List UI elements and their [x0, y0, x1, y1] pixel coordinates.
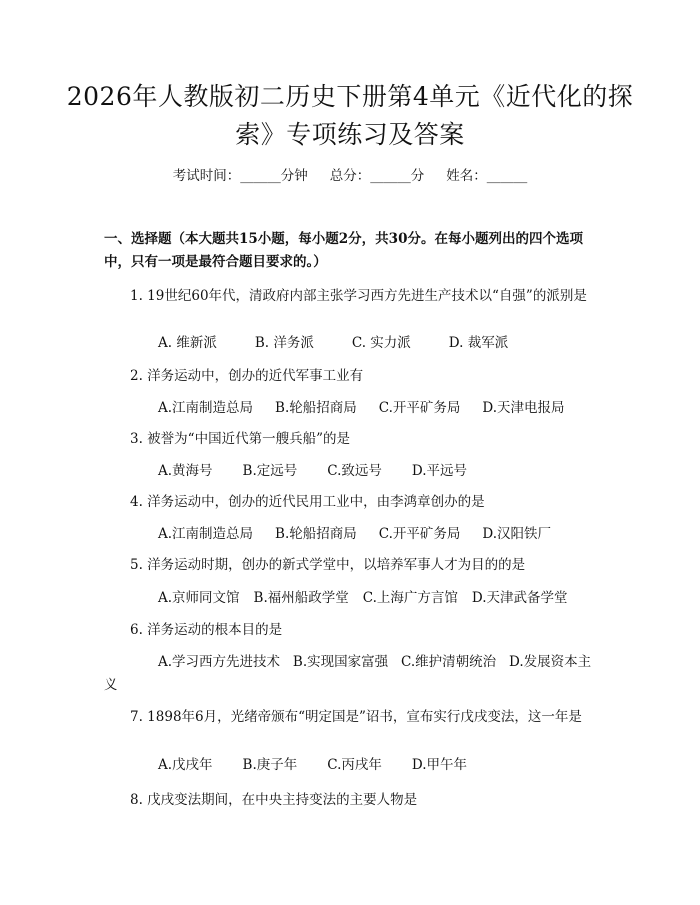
question-3-stem: 3. 被誉为“中国近代第一艘兵船”的是	[130, 431, 350, 447]
question-5-option-d: D.天津武备学堂	[471, 590, 568, 606]
question-5-option-c: C.上海广方言馆	[362, 590, 458, 606]
question-3-options	[104, 460, 604, 483]
question-2-option-d: D.天津电报局	[482, 400, 565, 416]
question-1-option-a: A. 维新派	[158, 335, 217, 351]
question-6-option-d: D.发展资本主义	[104, 654, 592, 693]
question-2-stem: 2. 洋务运动中，创办的近代军事工业有	[130, 368, 364, 384]
question-1-stem: 1. 19世纪60年代，清政府内部主张学习西方先进生产技术以“自强”的派别是	[130, 288, 587, 304]
question-7-option-d: D.甲午年	[411, 757, 468, 773]
question-7-option-b: B.庚子年	[242, 757, 298, 773]
question-6-option-c: C.维护清朝统治	[401, 654, 497, 670]
question-7-options	[104, 754, 604, 777]
question-4-stem: 4. 洋务运动中，创办的近代民用工业中，由李鸿章创办的是	[130, 494, 485, 510]
question-6-options	[104, 651, 604, 697]
question-7-option-a: A.戊戌年	[158, 757, 213, 773]
question-4-option-a: A.江南制造总局	[158, 526, 254, 542]
question-5-option-a: A.京师同文馆	[158, 590, 240, 606]
question-5-stem: 5. 洋务运动时期，创办的新式学堂中，以培养军事人才为目的的是	[130, 557, 526, 573]
question-6-option-a: A.学习西方先进技术	[158, 654, 281, 670]
question-1-option-b: B. 洋务派	[254, 335, 314, 351]
question-5-options	[104, 587, 604, 610]
exam-score: 总分：______分	[329, 168, 425, 184]
question-7-option-c: C.丙戌年	[327, 757, 382, 773]
question-2-options	[104, 397, 604, 420]
question-6-stem: 6. 洋务运动的根本目的是	[130, 622, 283, 638]
question-4-option-b: B.轮船招商局	[275, 526, 357, 542]
question-8-stem: 8. 戊戌变法期间，在中央主持变法的主要人物是	[130, 792, 418, 808]
section-heading: 一、选择题（本大题共15小题，每小题2分，共30分。在每小题列出的四个选项中，只有一项是最符合题目要求的。）	[104, 231, 583, 270]
question-3-option-c: C.致远号	[327, 463, 382, 479]
question-2-option-b: B.轮船招商局	[275, 400, 357, 416]
question-2-option-a: A.江南制造总局	[158, 400, 254, 416]
exam-info	[0, 166, 700, 186]
question-3-option-d: D.平远号	[411, 463, 468, 479]
question-2-option-c: C.开平矿务局	[378, 400, 461, 416]
question-3-option-b: B.定远号	[242, 463, 298, 479]
question-7-stem: 7. 1898年6月，光绪帝颁布“明定国是”诏书，宣布实行戊戌变法，这一年是	[130, 709, 582, 725]
question-1-options	[104, 332, 604, 355]
question-1-option-c: C. 实力派	[351, 335, 411, 351]
page-title: 2026年人教版初二历史下册第4单元《近代化的探索》专项练习及答案	[66, 82, 634, 149]
exam-name: 姓名：______	[446, 168, 528, 184]
exam-time: 考试时间：______分钟	[172, 168, 308, 184]
question-4-option-c: C.开平矿务局	[378, 526, 461, 542]
question-6-option-b: B.实现国家富强	[292, 654, 389, 670]
question-4-options	[104, 523, 604, 546]
question-3-option-a: A.黄海号	[158, 463, 213, 479]
question-4-option-d: D.汉阳铁厂	[482, 526, 552, 542]
question-5-option-b: B.福州船政学堂	[253, 590, 349, 606]
question-1-option-d: D. 裁军派	[448, 335, 509, 351]
